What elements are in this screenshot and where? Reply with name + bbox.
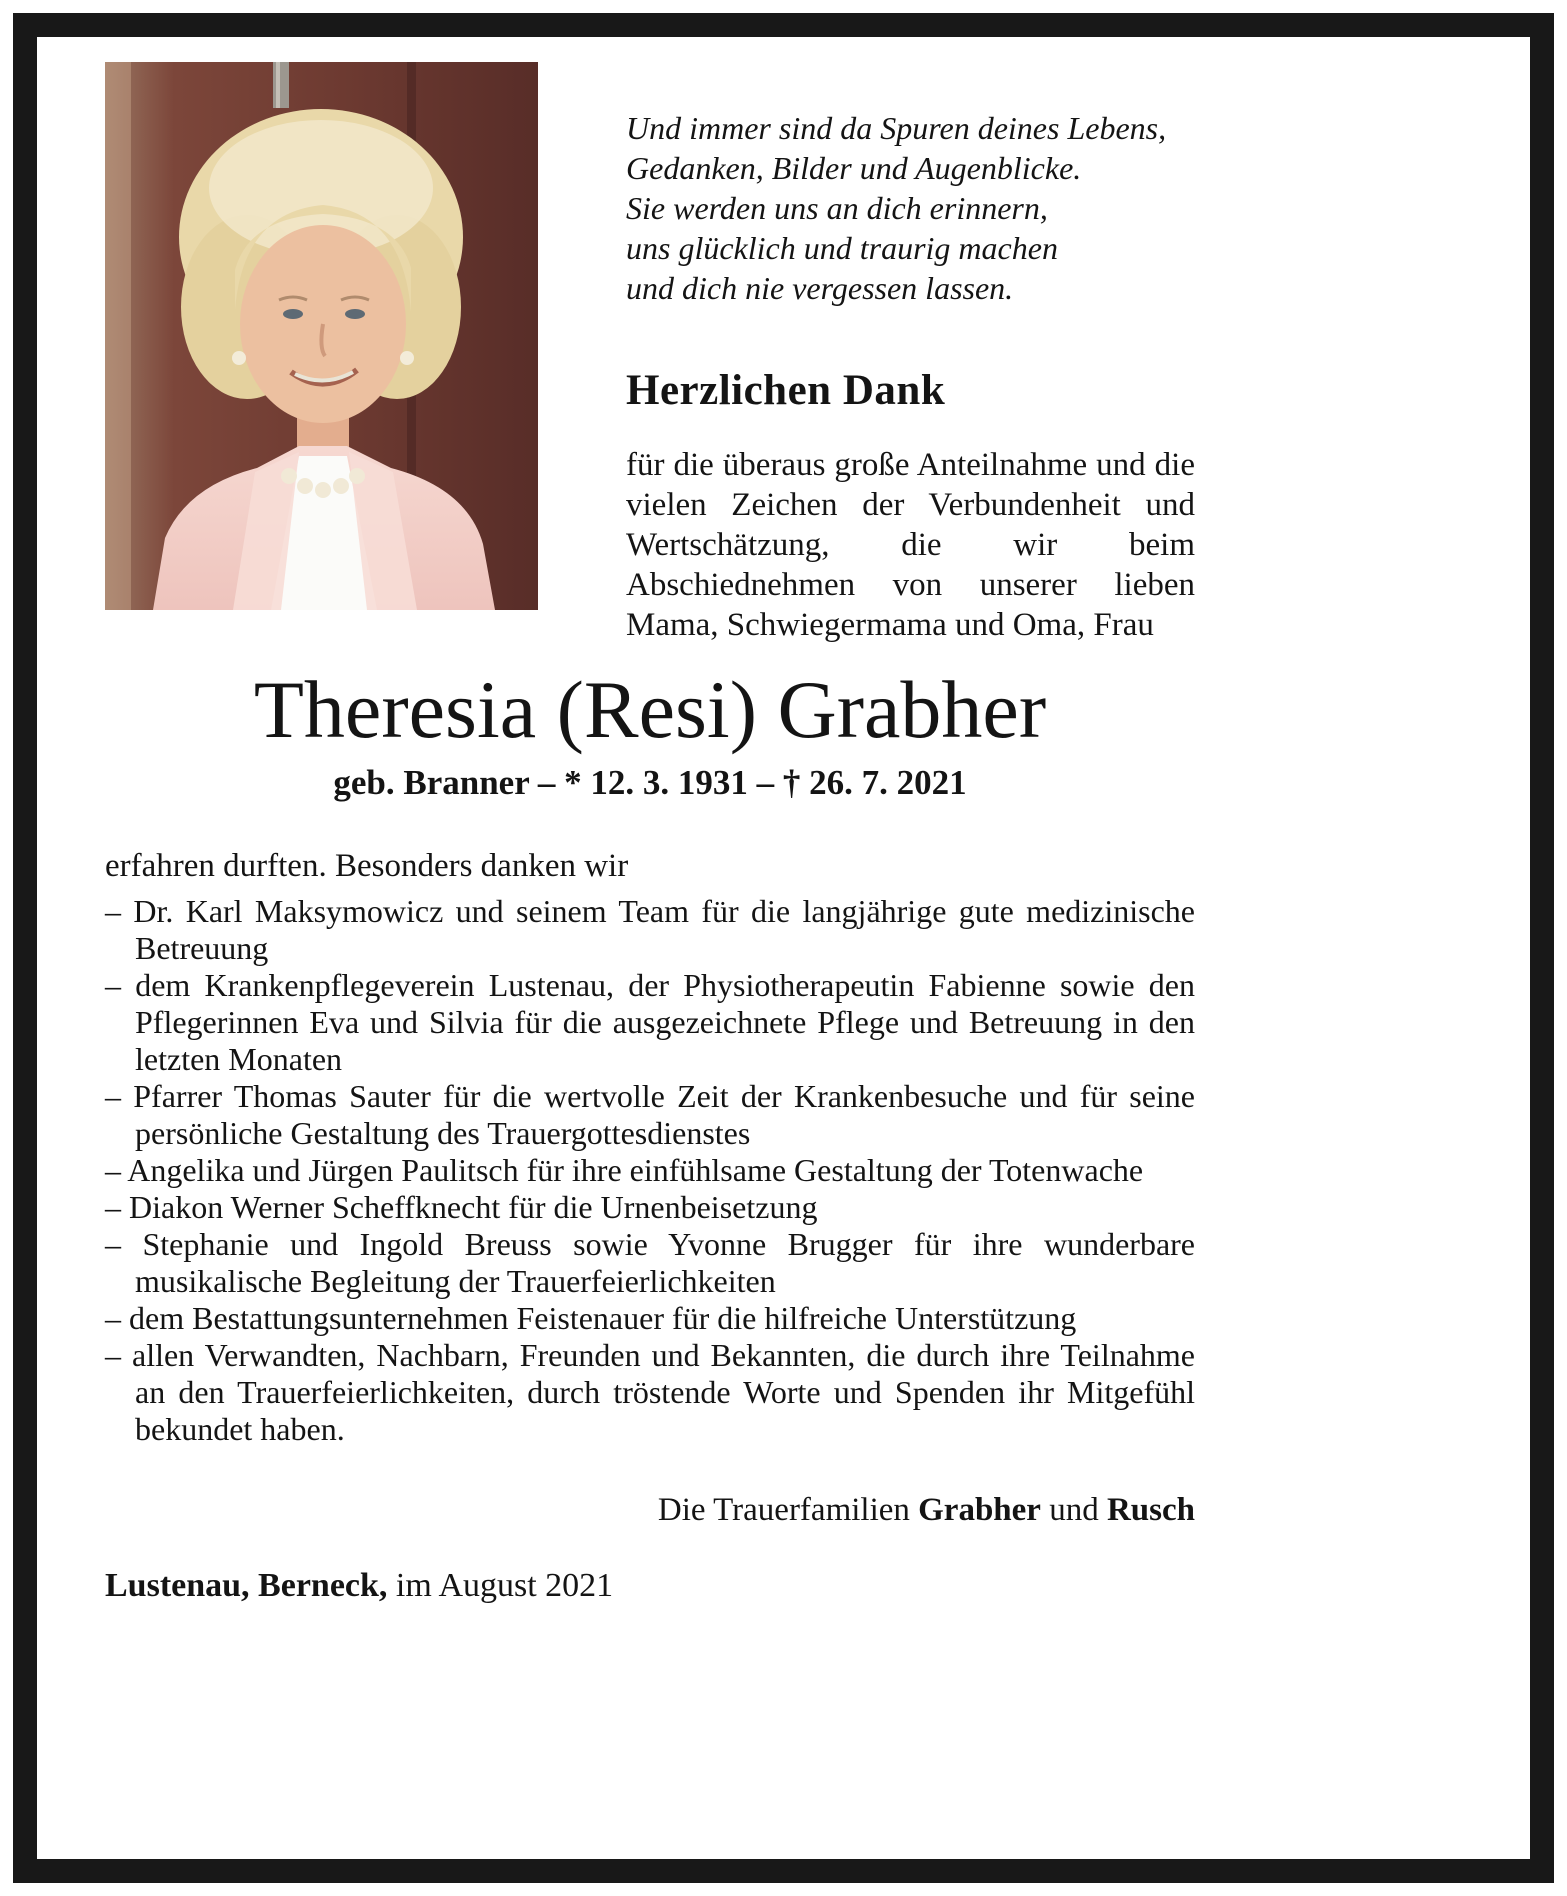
obituary-content [105, 62, 1195, 1605]
acknowledgement-text: Angelika und Jürgen Paulitsch für ihre einfühlsame Gestaltung der Totenwache [127, 1152, 1144, 1189]
closing-prefix: Die Trauerfamilien [657, 1492, 910, 1529]
bullet-dash: – [105, 1226, 121, 1263]
thanks-heading: Herzlichen Dank [626, 367, 946, 414]
acknowledgement-text: Stephanie und Ingold Breuss sowie Yvonne Brugger für ihre wunderbare musikalische Begleitung der Trauerfeierlichkeiten [135, 1226, 1196, 1300]
acknowledgement-text: allen Verwandten, Nachbarn, Freunden und Bekannten, die durch ihre Teilnahme an den Trauerfeierlichkeiten, durch tröstende Worte und Spenden ihr Mitgefühl bekundet haben. [131, 1337, 1196, 1448]
continuation-text: erfahren durften. Besonders danken wir [105, 848, 629, 885]
bullet-dash: – [105, 1337, 121, 1374]
mourning-families-line [105, 1492, 1195, 1529]
acknowledgement-item [105, 1152, 1195, 1189]
deceased-name: Theresia (Resi) Grabher [253, 664, 1047, 755]
acknowledgement-text: Dr. Karl Maksymowicz und seinem Team für die langjährige gute medizinische Betreuung [133, 893, 1196, 967]
acknowledgement-text: dem Krankenpflegeverein Lustenau, der Physiotherapeutin Fabienne sowie den Pflegerinnen Eva und Silvia für die ausgezeichnete Pflege und Betreuung in den letzten Monaten [135, 967, 1196, 1078]
acknowledgement-item [105, 967, 1195, 1078]
deceased-name-block [105, 664, 1195, 803]
place-text: Lustenau, Berneck, [105, 1567, 388, 1605]
poem-line: Sie werden uns an dich erinnern, [626, 190, 1048, 226]
memorial-poem [626, 108, 1195, 308]
portrait-photo [105, 62, 538, 610]
family-name-grabher: Grabher [918, 1492, 1041, 1529]
acknowledgement-item [105, 1300, 1195, 1337]
family-name-rusch: Rusch [1106, 1492, 1195, 1529]
deceased-birthname-dates: geb. Branner – * 12. 3. 1931 – † 26. 7. 2021 [333, 763, 967, 803]
acknowledgement-text: dem Bestattungsunternehmen Feistenauer für die hilfreiche Unterstützung [129, 1300, 1077, 1337]
portrait-photo-illustration [105, 62, 538, 610]
bullet-dash: – [105, 967, 121, 1004]
acknowledgement-item [105, 893, 1195, 967]
acknowledgement-item [105, 1078, 1195, 1152]
bullet-dash: – [105, 1152, 121, 1189]
top-section [105, 62, 1195, 645]
bullet-dash: – [105, 1078, 121, 1115]
acknowledgement-item [105, 1226, 1195, 1300]
thanks-intro-paragraph: für die überaus große Anteilnahme und die vielen Zeichen der Verbundenheit und Wertschätzung, die wir beim Abschiednehmen von unserer lieben Mama, Schwiegermama und Oma, Frau [626, 447, 1195, 643]
bullet-dash: – [105, 1189, 121, 1226]
date-text: im August 2021 [395, 1567, 614, 1605]
place-date-line [105, 1567, 1195, 1605]
acknowledgement-text: Pfarrer Thomas Sauter für die wertvolle Zeit der Krankenbesuche und für seine persönliche Gestaltung des Trauergottesdienstes [133, 1078, 1196, 1152]
poem-line: und dich nie vergessen lassen. [626, 270, 1014, 306]
bullet-dash: – [105, 893, 121, 930]
acknowledgement-item [105, 1337, 1195, 1448]
bullet-dash: – [105, 1300, 121, 1337]
poem-line: uns glücklich und traurig machen [626, 230, 1058, 266]
poem-line: Und immer sind da Spuren deines Lebens, [626, 110, 1167, 146]
acknowledgement-list [105, 893, 1195, 1448]
right-column [626, 62, 1195, 645]
acknowledgement-item [105, 1189, 1195, 1226]
acknowledgement-text: Diakon Werner Scheffknecht für die Urnenbeisetzung [129, 1189, 818, 1226]
poem-line: Gedanken, Bilder und Augenblicke. [626, 150, 1082, 186]
closing-conjunction: und [1049, 1492, 1099, 1529]
